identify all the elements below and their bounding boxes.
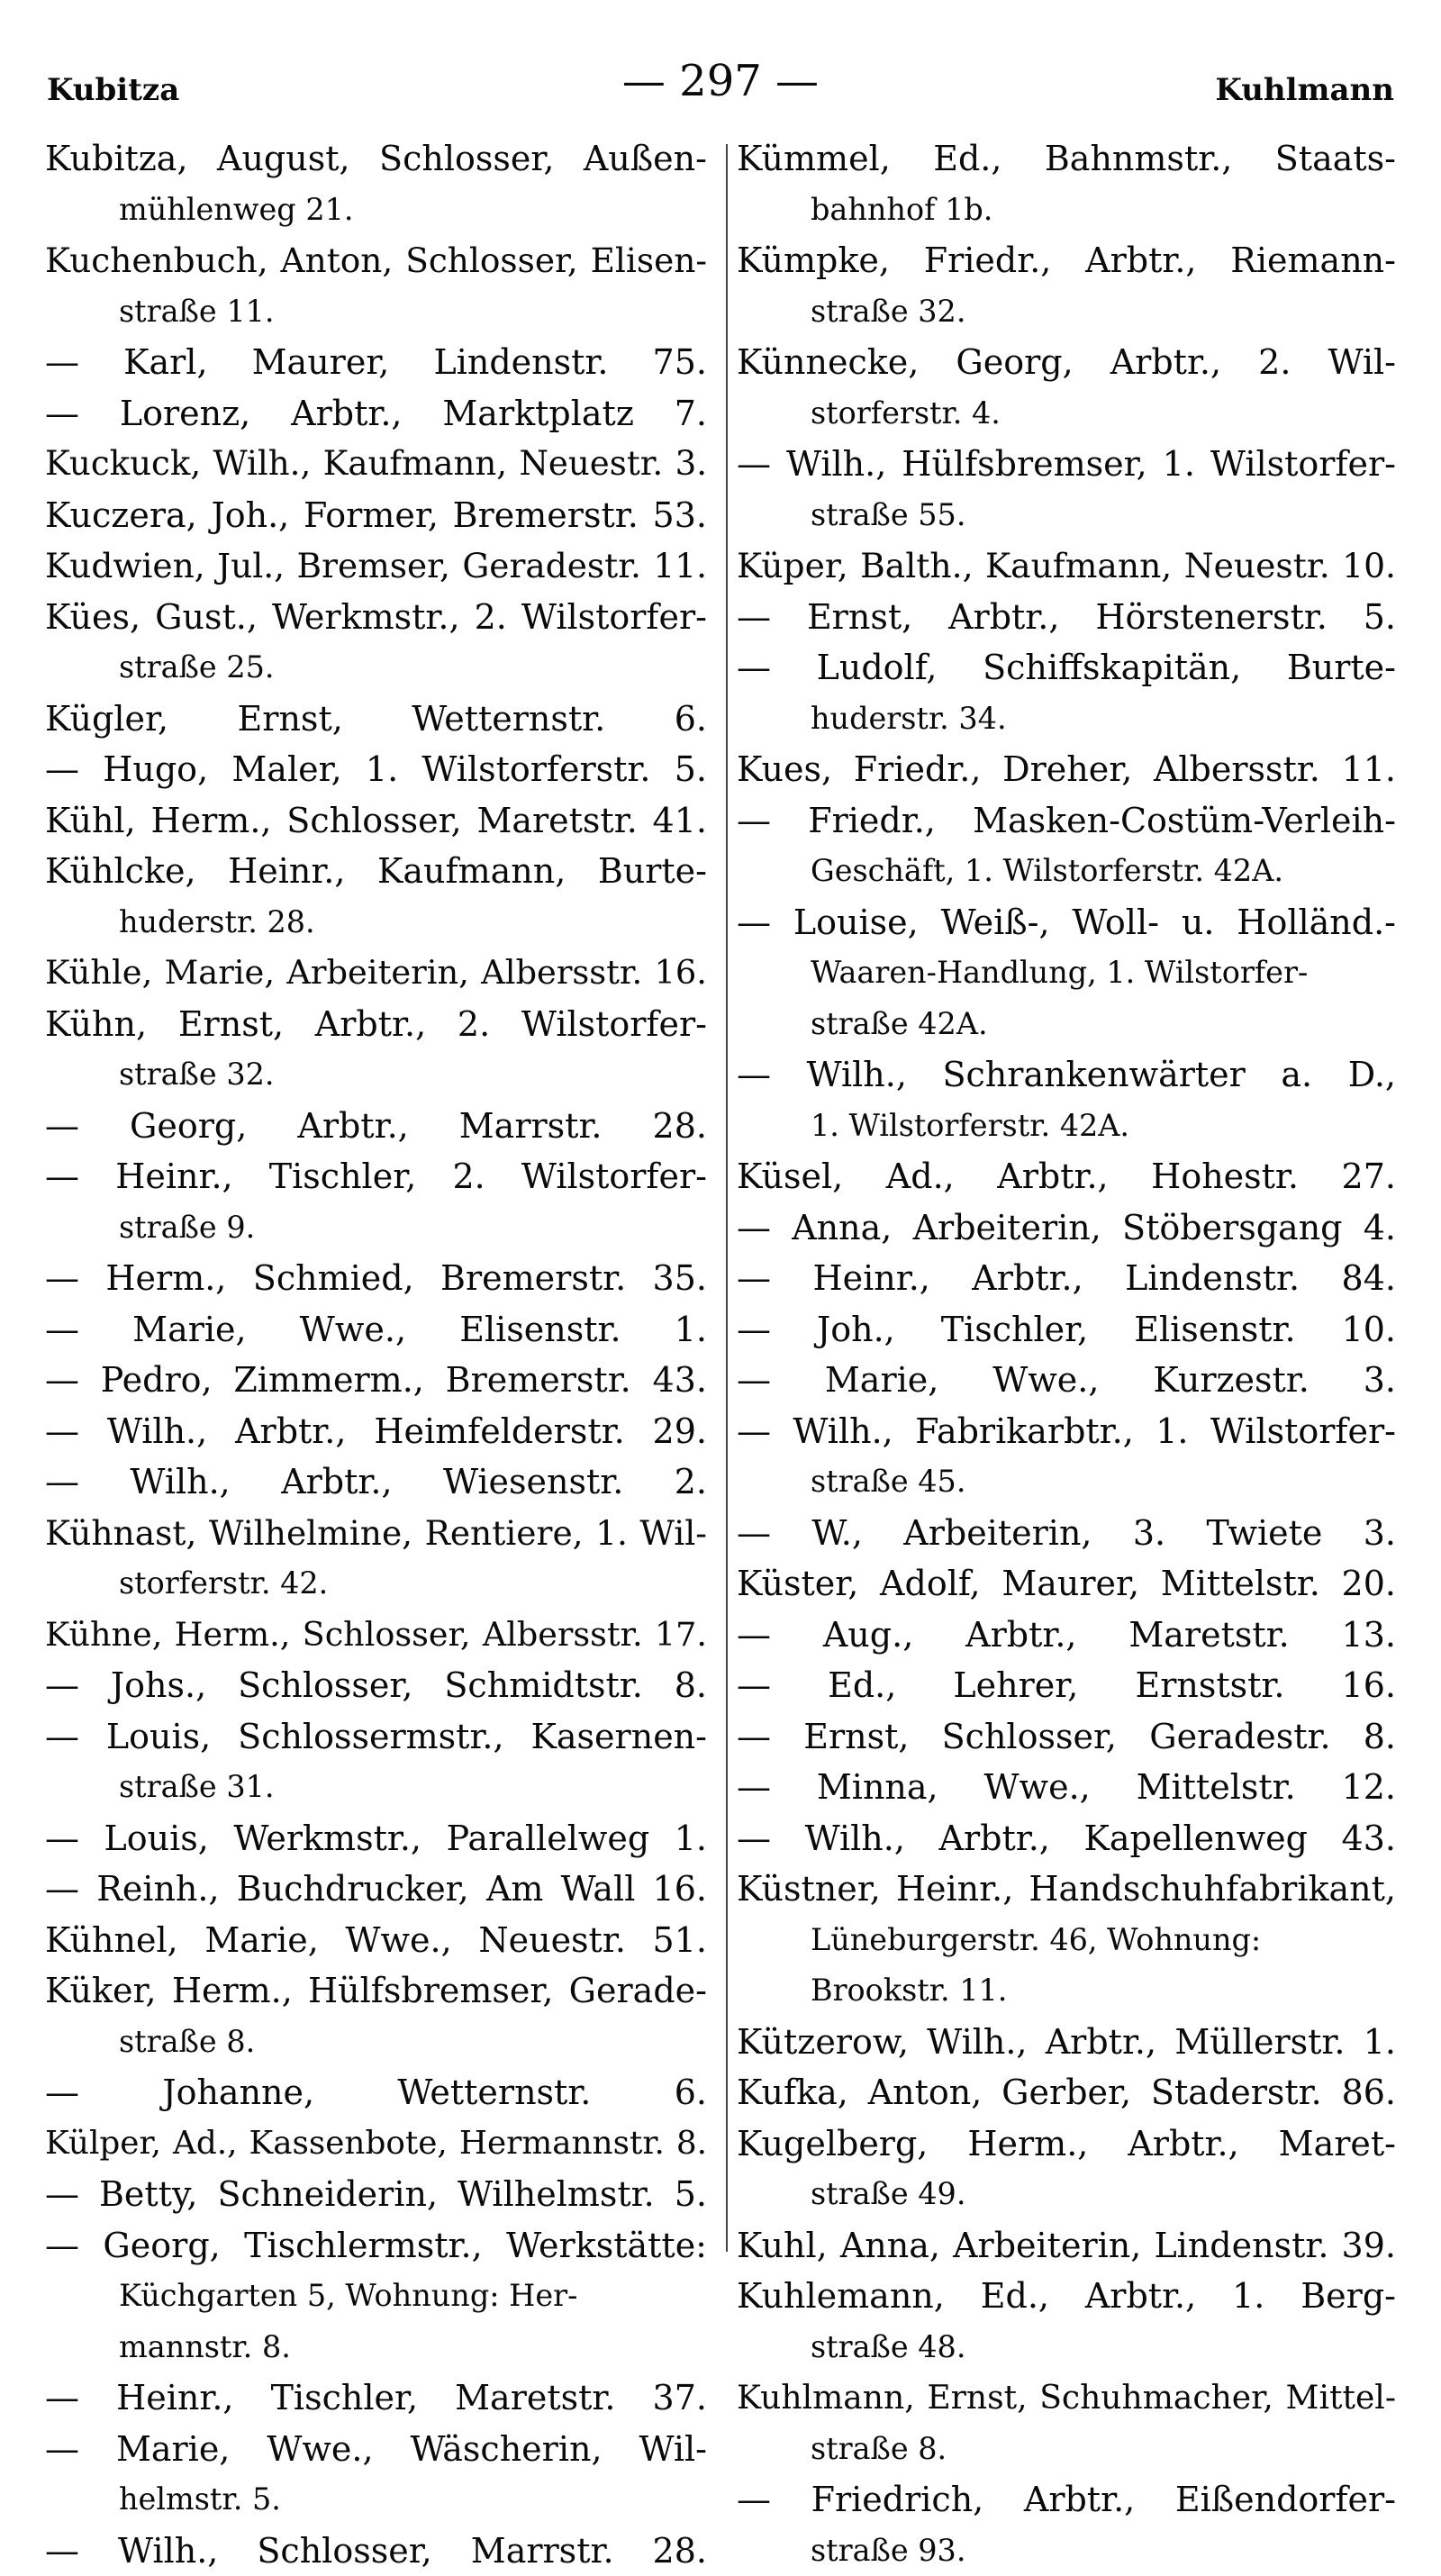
directory-entry — [45, 1660, 707, 1711]
directory-entry — [45, 1304, 707, 1356]
directory-entry — [45, 1864, 707, 1915]
entry-line: — Wilh., Fabrikarbtr., 1. Wilstorfer- — [737, 1406, 1396, 1457]
directory-entry — [45, 1101, 707, 1152]
directory-entry — [45, 2220, 707, 2373]
entry-line: — Marie, Wwe., Wäscherin, Wil- — [45, 2424, 707, 2475]
entry-line: Kuckuck, Wilh., Kaufmann, Neuestr. 3. — [45, 439, 707, 490]
directory-entry — [45, 2526, 707, 2576]
entry-line: — Marie, Wwe., Elisenstr. 1. — [45, 1304, 707, 1356]
entry-line: — Karl, Maurer, Lindenstr. 75. — [45, 337, 707, 388]
entry-line: — Georg, Arbtr., Marrstr. 28. — [45, 1101, 707, 1152]
entry-line: — Louis, Schlossermstr., Kasernen- — [45, 1711, 707, 1763]
right-column — [737, 133, 1396, 2576]
entry-continuation: huderstr. 34. — [737, 694, 1396, 745]
directory-entry — [737, 897, 1396, 1050]
directory-entry — [737, 235, 1396, 337]
entry-line: — Louis, Werkmstr., Parallelweg 1. — [45, 1813, 707, 1864]
entry-line: Kümmel, Ed., Bahnmstr., Staats- — [737, 133, 1396, 185]
directory-entry — [45, 1456, 707, 1508]
entry-line: Kuhl, Anna, Arbeiterin, Lindenstr. 39. — [737, 2220, 1396, 2272]
page-number: — 297 — — [47, 56, 1394, 106]
directory-entry — [737, 1253, 1396, 1304]
directory-entry — [737, 1762, 1396, 1813]
entry-line: — Anna, Arbeiterin, Stöbersgang 4. — [737, 1202, 1396, 1254]
directory-entry — [737, 744, 1396, 795]
entry-continuation: straße 45. — [737, 1456, 1396, 1508]
directory-entry — [737, 2271, 1396, 2372]
entry-line: — Wilh., Arbtr., Wiesenstr. 2. — [45, 1456, 707, 1508]
directory-entry — [737, 2372, 1396, 2474]
entry-line: — Pedro, Zimmerm., Bremerstr. 43. — [45, 1355, 707, 1406]
directory-entry — [737, 2017, 1396, 2068]
directory-entry — [45, 2067, 707, 2118]
entry-continuation: straße 8. — [737, 2424, 1396, 2475]
entry-continuation: straße 11. — [45, 286, 707, 338]
directory-entry — [45, 1406, 707, 1457]
directory-entry — [737, 1610, 1396, 1661]
directory-entry — [45, 540, 707, 592]
entry-line: Kühnel, Marie, Wwe., Neuestr. 51. — [45, 1915, 707, 1966]
entry-line: — Minna, Wwe., Mittelstr. 12. — [737, 1762, 1396, 1813]
directory-entry — [45, 235, 707, 337]
entry-line: Kuhlemann, Ed., Arbtr., 1. Berg- — [737, 2271, 1396, 2322]
directory-entry — [737, 1202, 1396, 1254]
directory-entry — [737, 540, 1396, 592]
entry-line: — Wilh., Arbtr., Kapellenweg 43. — [737, 1813, 1396, 1864]
entry-line: Kugelberg, Herm., Arbtr., Maret- — [737, 2118, 1396, 2170]
entry-line: Kühl, Herm., Schlosser, Maretstr. 41. — [45, 795, 707, 847]
directory-entry — [45, 948, 707, 999]
entry-line: — Joh., Tischler, Elisenstr. 10. — [737, 1304, 1396, 1356]
directory-entry — [737, 1864, 1396, 2017]
entry-line: — Herm., Schmied, Bremerstr. 35. — [45, 1253, 707, 1304]
directory-entry — [737, 1813, 1396, 1864]
entry-line: Küstner, Heinr., Handschuhfabrikant, — [737, 1864, 1396, 1915]
entry-line: — Wilh., Schrankenwärter a. D., — [737, 1049, 1396, 1101]
entry-continuation: straße 93. — [737, 2526, 1396, 2576]
entry-line: Kühlcke, Heinr., Kaufmann, Burte- — [45, 846, 707, 897]
entry-line: Kufka, Anton, Gerber, Staderstr. 86. — [737, 2067, 1396, 2118]
directory-entry — [737, 337, 1396, 439]
entry-continuation: straße 48. — [737, 2322, 1396, 2373]
directory-entry — [45, 744, 707, 795]
directory-entry — [45, 337, 707, 388]
entry-line: Küper, Balth., Kaufmann, Neuestr. 10. — [737, 540, 1396, 592]
directory-entry — [737, 1508, 1396, 1559]
directory-entry — [737, 1711, 1396, 1763]
entry-line: — Heinr., Arbtr., Lindenstr. 84. — [737, 1253, 1396, 1304]
entry-line: — Friedrich, Arbtr., Eißendorfer- — [737, 2474, 1396, 2526]
entry-line: — Heinr., Tischler, Maretstr. 37. — [45, 2372, 707, 2424]
entry-line: — Aug., Arbtr., Maretstr. 13. — [737, 1610, 1396, 1661]
directory-entry — [737, 592, 1396, 643]
directory-entry — [45, 1711, 707, 1813]
directory-entry — [45, 1253, 707, 1304]
entry-line: — Wilh., Schlosser, Marrstr. 28. — [45, 2526, 707, 2576]
directory-entry — [45, 846, 707, 948]
entry-continuation: Brookstr. 11. — [737, 1965, 1396, 2017]
directory-entry — [737, 2118, 1396, 2220]
directory-entry — [737, 2474, 1396, 2576]
entry-line: Külper, Ad., Kassenbote, Hermannstr. 8. — [45, 2118, 707, 2170]
entry-line: Küsel, Ad., Arbtr., Hohestr. 27. — [737, 1151, 1396, 1202]
directory-entry — [737, 642, 1396, 744]
entry-continuation: Küchgarten 5, Wohnung: Her- — [45, 2271, 707, 2322]
entry-line: — Georg, Tischlermstr., Werkstätte: — [45, 2220, 707, 2272]
entry-continuation: straße 42A. — [737, 999, 1396, 1050]
entry-line: Kühne, Herm., Schlosser, Albersstr. 17. — [45, 1610, 707, 1661]
entry-line: — Wilh., Hülfsbremser, 1. Wilstorfer- — [737, 439, 1396, 490]
entry-continuation: Geschäft, 1. Wilstorferstr. 42A. — [737, 846, 1396, 897]
entry-continuation: straße 9. — [45, 1202, 707, 1254]
entry-line: Küker, Herm., Hülfsbremser, Gerade- — [45, 1965, 707, 2017]
entry-continuation: straße 55. — [737, 490, 1396, 541]
entry-continuation: storferstr. 4. — [737, 388, 1396, 440]
entry-line: — Reinh., Buchdrucker, Am Wall 16. — [45, 1864, 707, 1915]
entry-continuation: mühlenweg 21. — [45, 185, 707, 236]
entry-line: Kügler, Ernst, Wetternstr. 6. — [45, 694, 707, 745]
entry-continuation: mannstr. 8. — [45, 2322, 707, 2373]
directory-entry — [45, 1965, 707, 2067]
entry-line: — Ernst, Schlosser, Geradestr. 8. — [737, 1711, 1396, 1763]
entry-continuation: straße 25. — [45, 642, 707, 694]
entry-line: Küster, Adolf, Maurer, Mittelstr. 20. — [737, 1558, 1396, 1610]
entry-continuation: straße 49. — [737, 2169, 1396, 2220]
entry-line: — Betty, Schneiderin, Wilhelmstr. 5. — [45, 2169, 707, 2220]
entry-continuation: huderstr. 28. — [45, 897, 707, 948]
entry-continuation: helmstr. 5. — [45, 2474, 707, 2526]
entry-line: — Johs., Schlosser, Schmidtstr. 8. — [45, 1660, 707, 1711]
entry-line: — Ludolf, Schiffskapitän, Burte- — [737, 642, 1396, 694]
directory-entry — [737, 1304, 1396, 1356]
entry-line: Kües, Gust., Werkmstr., 2. Wilstorfer- — [45, 592, 707, 643]
directory-entry — [737, 2067, 1396, 2118]
directory-entry — [45, 1508, 707, 1610]
entry-continuation: bahnhof 1b. — [737, 185, 1396, 236]
entry-line: Kudwien, Jul., Bremser, Geradestr. 11. — [45, 540, 707, 592]
directory-entry — [45, 1151, 707, 1253]
directory-entry — [45, 999, 707, 1101]
entry-line: Kubitza, August, Schlosser, Außen- — [45, 133, 707, 185]
directory-entry — [45, 1355, 707, 1406]
directory-entry — [45, 1610, 707, 1661]
entry-line: Kützerow, Wilh., Arbtr., Müllerstr. 1. — [737, 2017, 1396, 2068]
directory-entry — [45, 388, 707, 440]
directory-entry — [45, 2372, 707, 2424]
entry-continuation: 1. Wilstorferstr. 42A. — [737, 1101, 1396, 1152]
column-divider — [726, 144, 728, 2252]
directory-entry — [45, 2169, 707, 2220]
directory-entry — [45, 2118, 707, 2170]
directory-entry — [737, 1406, 1396, 1508]
page-header — [47, 56, 1394, 110]
entry-line: — Heinr., Tischler, 2. Wilstorfer- — [45, 1151, 707, 1202]
directory-entry — [45, 694, 707, 745]
entry-line: Kümpke, Friedr., Arbtr., Riemann- — [737, 235, 1396, 286]
entry-line: — Louise, Weiß-, Woll- u. Holländ.- — [737, 897, 1396, 948]
entry-continuation: straße 32. — [737, 286, 1396, 338]
directory-entry — [45, 2424, 707, 2526]
entry-continuation: Lüneburgerstr. 46, Wohnung: — [737, 1915, 1396, 1966]
entry-line: — Friedr., Masken-Costüm-Verleih- — [737, 795, 1396, 847]
entry-continuation: straße 31. — [45, 1762, 707, 1813]
entry-line: Kuhlmann, Ernst, Schuhmacher, Mittel- — [737, 2372, 1396, 2424]
directory-entry — [737, 1660, 1396, 1711]
directory-entry — [737, 1049, 1396, 1151]
directory-entry — [737, 2220, 1396, 2272]
entry-continuation: Waaren-Handlung, 1. Wilstorfer- — [737, 948, 1396, 999]
header-first-name: Kubitza — [47, 72, 179, 108]
entry-continuation: straße 8. — [45, 2017, 707, 2068]
entry-line: Kuczera, Joh., Former, Bremerstr. 53. — [45, 490, 707, 541]
entry-line: Kühle, Marie, Arbeiterin, Albersstr. 16. — [45, 948, 707, 999]
entry-line: — Johanne, Wetternstr. 6. — [45, 2067, 707, 2118]
entry-line: Kühnast, Wilhelmine, Rentiere, 1. Wil- — [45, 1508, 707, 1559]
directory-entry — [737, 1151, 1396, 1202]
entry-line: — W., Arbeiterin, 3. Twiete 3. — [737, 1508, 1396, 1559]
directory-entry — [45, 439, 707, 490]
entry-line: — Lorenz, Arbtr., Marktplatz 7. — [45, 388, 707, 440]
directory-entry — [45, 490, 707, 541]
left-column — [45, 133, 707, 2576]
entry-line: Kühn, Ernst, Arbtr., 2. Wilstorfer- — [45, 999, 707, 1050]
directory-entry — [45, 1915, 707, 1966]
directory-entry — [45, 1813, 707, 1864]
entry-line: — Wilh., Arbtr., Heimfelderstr. 29. — [45, 1406, 707, 1457]
entry-line: Kuchenbuch, Anton, Schlosser, Elisen- — [45, 235, 707, 286]
directory-entry — [737, 133, 1396, 235]
entry-line: — Ed., Lehrer, Ernststr. 16. — [737, 1660, 1396, 1711]
entry-line: Kues, Friedr., Dreher, Albersstr. 11. — [737, 744, 1396, 795]
directory-entry — [737, 1558, 1396, 1610]
entry-line: Künnecke, Georg, Arbtr., 2. Wil- — [737, 337, 1396, 388]
header-last-name: Kuhlmann — [1215, 72, 1394, 108]
directory-entry — [45, 795, 707, 847]
directory-entry — [737, 1355, 1396, 1406]
directory-entry — [45, 133, 707, 235]
directory-entry — [45, 592, 707, 694]
directory-entry — [737, 439, 1396, 540]
entry-continuation: straße 32. — [45, 1049, 707, 1101]
directory-entry — [737, 795, 1396, 897]
entry-continuation: storferstr. 42. — [45, 1558, 707, 1610]
entry-line: — Ernst, Arbtr., Hörstenerstr. 5. — [737, 592, 1396, 643]
entry-line: — Marie, Wwe., Kurzestr. 3. — [737, 1355, 1396, 1406]
entry-line: — Hugo, Maler, 1. Wilstorferstr. 5. — [45, 744, 707, 795]
